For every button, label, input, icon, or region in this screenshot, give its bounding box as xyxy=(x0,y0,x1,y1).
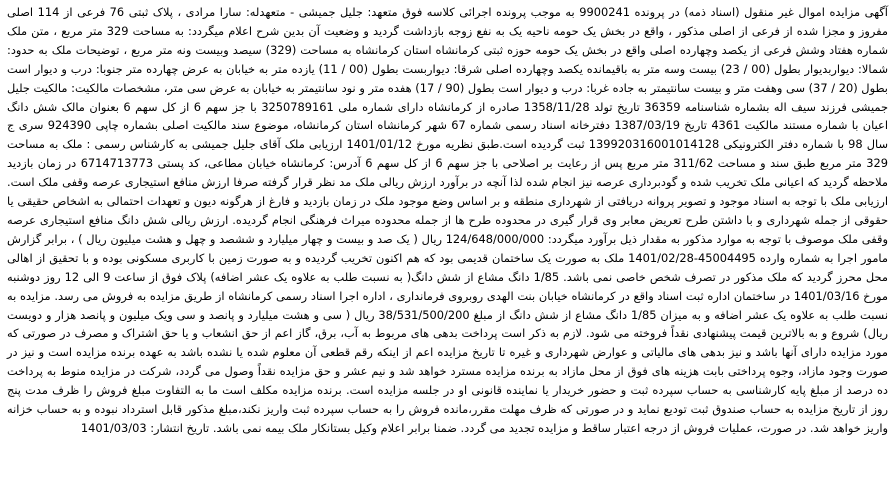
auction-notice-text: آگهی مزایده اموال غیر منقول (اسناد ذمه) در پرونده 9900241 به موجب پرونده اجرائی کلاسه فوق متعهد: جلیل جمیشی - متعهدله: سارا مرادی ، پلاک ثبتی 76 فرعی از 114 اصلی مفروز و مجزا شده از فرعی از اصلی مذکور ، واقع در بخش یک حومه ناحیه یک به نفع زوجه بازداشت گردید و وضعیت آن بدین شرح اعلام میگردد: به مساحت 329 متر مربع ، متن ملک شماره هفتاد وشش فرعی از یکصد وچهارده اصلی واقع در بخش یک حومه حوزه ثبتی کرمانشاه استان کرمانشاه به مساحت (329) سیصد وبیست ونه متر مربع ، توضیحات ملک به حدود: شمالا: دیواربدیوار بطول (00 / 23) بیست وسه متر به باقیمانده یکصد وچهارده اصلی شرقا: دیواربست بطول (00 / 11) یازده متر به خیابان به عرض چهارده متر جنوبا: درب و دیوار است بطول (20 / 37) سی وهفت متر و بیست سانتیمتر به جاده غربا: درب و دیوار است بطول (90 / 17) هفده متر و نود سانتیمتر به خیابان به عرض سی متر، مشخصات مالکیت: مالکیت جلیل جمیشی فرزند سیف اله بشماره شناسنامه 36359 تاریخ تولد 1358/11/28 صادره از کرمانشاه دارای شماره ملی 3250789161 با جز سهم 6 از کل سهم 6 بعنوان مالک شش دانگ اعیان با شماره مستند مالکیت 4361 تاریخ 1387/03/19 دفترخانه اسناد رسمی شماره 67 شهر کرمانشاه استان کرمانشاه، موضوع سند مالکیت اصلی بشماره چاپی 924390 سری ج سال 98 با شماره دفتر الکترونیکی 139920316001014128 ثبت گردیده است.طبق نظریه مورخ 1401/01/12 ارزیابی ملک آقای جلیل جمیشی به کارشناس رسمی : ملک به مساحت 329 متر مربع طبق سند و مساحت 311/62 متر مربع پس از رعایت بر اصلاحی با جز سهم 6 از کل سهم 6 آدرس: کرمانشاه خیابان مطاعی، کد پستی 6714713773 در زمان بازدید ملاحظه گردید که اعیانی ملک تخریب شده و گودبرداری عرصه نیز انجام شده لذا آنچه در برآورد ارزش ریالی ملک مد نظر قرار گرفته صرفا ارزش منافع استیجاری عرصه وقفی ملک است. ارزیابی ملک با توجه به اسناد موجود و تصویر پروانه دریافتی از شهرداری منطقه و بر اساس وضع موجود ملک در زمان بازدید و فارغ از هرگونه دیون و تعهدات احتمالی به اشخاص حقیقی یا حقوقی از جمله شهرداری و با داشتن طرح تعریض معابر وی قرار گیری در محدوده طرح ها از جمله محدوده میراث فرهنگی انجام گردیده. ارزش ریالی شش دانگ منافع استیجاری عرصه وقفی ملک موصوف با توجه به موارد مذکور به مقدار ذیل برآورد میگردد: 124/648/000/000 ریال ( یک صد و بیست و چهار میلیارد و ششصد و چهل و هشت میلیون ریال ) ، برابر گزارش مامور اجرا به شماره وارده 45004495-1401/02/28 ملک به صورت یک ساختمان قدیمی بود که هم اکنون تخریب گردیده و به صورت زمین با کاربری مسکونی بوده و با تحقیق از اهالی محل محرز گردید که ملک مذکور در تصرف شخص خاصی نمی باشد. 1/85 دانگ مشاع از شش دانگ( به نسبت طلب به علاوه یک عشر اضافه) پلاک فوق از ساعت 9 الی 12 روز دوشنبه مورخ 1401/03/16 در ساختمان اداره ثبت اسناد واقع در کرمانشاه خیابان بنت الهدی روبروی فرمانداری ، اداره اجرا اسناد رسمی کرمانشاه از طریق مزایده به فروش می رسد. مزایده به نسبت طلب به علاوه یک عشر اضافه و به میزان 1/85 دانگ مشاع از شش دانگ از مبلغ 38/531/500/200 ریال ( سی و هشت میلیارد و پانصد و سی ویک میلیون و پانصد هزار و دویست ریال) شروع و به بالاترین قیمت پیشنهادی نقداً فروخته می شود. لازم به ذکر است پرداخت بدهی های مربوط به آب، برق، گاز اعم از حق انشعاب و یا حق اشتراک و مصرف در صورتی که مورد مزایده دارای آنها باشد و نیز بدهی های مالیاتی و عوارض شهرداری و غیره تا تاریخ مزایده اعم از اینکه رقم قطعی آن معلوم شده یا نشده باشد به عهده برنده مزایده است و نیز در صورت وجود مازاد، وجوه پرداختی بابت هزینه های فوق از محل مازاد به برنده مزایده مسترد خواهد شد و نیم عشر و حق مزایده نقداً وصول می گردد، شرکت در مزایده منوط به پرداخت ده درصد از مبلغ پایه کارشناسی به حساب سپرده ثبت و حضور خریدار یا نماینده قانونی او در جلسه مزایده است. برنده مزایده مکلف است ما به التفاوت مبلغ فروش را ظرف مدت پنج روز از تاریخ مزایده به حساب صندوق ثبت تودیع نماید و در صورتی که ظرف مهلت مقرر،مانده فروش را به حساب سپرده ثبت واریز نکند،مبلغ مذکور قابل استرداد نبوده و به حساب خزانه واریز خواهد شد. در صورت، عملیات فروش از درجه اعتبار ساقط و مزایده تجدید می گردد. ضمنا برابر اعلام وکیل بستانکار ملک بیمه نمی باشد. تاریخ انتشار: 1401/03/03 xyxy=(7,5,889,435)
